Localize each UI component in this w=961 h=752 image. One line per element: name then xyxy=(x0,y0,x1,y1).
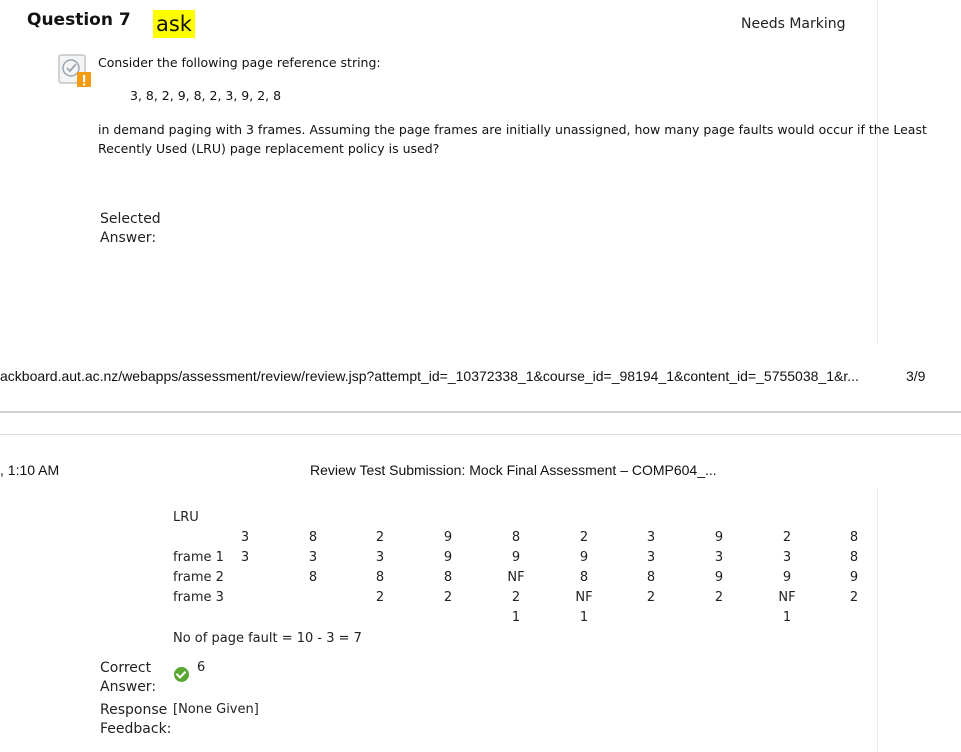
frame-cell: 8 xyxy=(849,550,859,565)
frame-row-label: frame 1 xyxy=(173,550,224,565)
frame-cell: 8 xyxy=(646,570,656,585)
print-header-time: , 1:10 AM xyxy=(0,462,60,478)
frame-cell: 2 xyxy=(443,590,453,605)
frame-cell: 2 xyxy=(714,590,724,605)
print-footer-url: ackboard.aut.ac.nz/webapps/assessment/review/review.jsp?attempt_id=_10372338_1&course_id=_98194_1&content_id=_5755038_1&r... xyxy=(0,368,859,384)
reference-cell: 3 xyxy=(240,530,250,545)
frame-cell: 3 xyxy=(782,550,792,565)
reference-string: 3, 8, 2, 9, 8, 2, 3, 9, 2, 8 xyxy=(130,88,282,103)
correct-answer-label: Correct Answer: xyxy=(100,660,157,695)
frame-cell: 9 xyxy=(782,570,792,585)
frame-cell: 9 xyxy=(511,550,521,565)
selected-answer-label: Selected Answer: xyxy=(100,211,161,246)
frame-cell: 2 xyxy=(646,590,656,605)
marking-status: Needs Marking xyxy=(741,16,846,32)
reference-cell: 2 xyxy=(375,530,385,545)
frame-cell: 8 xyxy=(579,570,589,585)
reference-cell: 8 xyxy=(511,530,521,545)
frame-cell: NF xyxy=(507,570,525,585)
frame-cell: 1 xyxy=(782,610,792,625)
needs-grading-icon xyxy=(57,52,93,88)
page-break-divider xyxy=(0,411,961,413)
frame-cell: 9 xyxy=(443,550,453,565)
question-title: Question 7 xyxy=(27,10,131,30)
lru-table-title: LRU xyxy=(173,510,199,525)
frame-cell: 9 xyxy=(849,570,859,585)
frame-cell: 8 xyxy=(375,570,385,585)
print-header-title: Review Test Submission: Mock Final Assessment – COMP604_... xyxy=(310,462,717,478)
frame-cell: 3 xyxy=(646,550,656,565)
frame-cell: 8 xyxy=(308,570,318,585)
reference-cell: 2 xyxy=(782,530,792,545)
reference-cell: 8 xyxy=(849,530,859,545)
frame-cell: 1 xyxy=(579,610,589,625)
frame-cell: 2 xyxy=(849,590,859,605)
reference-cell: 3 xyxy=(646,530,656,545)
response-feedback-label: Response Feedback: xyxy=(100,702,172,737)
frame-cell: 2 xyxy=(511,590,521,605)
response-feedback-value: [None Given] xyxy=(173,702,259,717)
frame-cell: 2 xyxy=(375,590,385,605)
content-right-border xyxy=(877,0,878,345)
frame-cell: 8 xyxy=(443,570,453,585)
reference-cell: 9 xyxy=(714,530,724,545)
frame-cell: NF xyxy=(778,590,796,605)
page-fault-summary: No of page fault = 10 - 3 = 7 xyxy=(173,631,362,646)
frame-cell: 3 xyxy=(375,550,385,565)
frame-row-label: frame 2 xyxy=(173,570,224,585)
frame-cell: 3 xyxy=(308,550,318,565)
frame-cell: 1 xyxy=(511,610,521,625)
frame-cell: 3 xyxy=(714,550,724,565)
print-page-number: 3/9 xyxy=(906,368,926,384)
reference-cell: 2 xyxy=(579,530,589,545)
reference-cell: 8 xyxy=(308,530,318,545)
frame-cell: 9 xyxy=(579,550,589,565)
correct-answer-value: 6 xyxy=(197,660,206,675)
page-break-divider-secondary xyxy=(0,434,961,435)
frame-cell: 9 xyxy=(714,570,724,585)
content-right-border-lower xyxy=(877,488,878,752)
frame-row-label: frame 3 xyxy=(173,590,224,605)
frame-cell: NF xyxy=(575,590,593,605)
question-intro: Consider the following page reference string: xyxy=(98,55,381,70)
correct-check-icon xyxy=(174,667,189,682)
frame-cell: 3 xyxy=(240,550,250,565)
highlighted-annotation: ask xyxy=(153,10,195,38)
question-body: in demand paging with 3 frames. Assuming the page frames are initially unassigned, how many page faults would occur if the Least Recently Used (LRU) page replacement policy is used? xyxy=(98,122,927,156)
reference-cell: 9 xyxy=(443,530,453,545)
